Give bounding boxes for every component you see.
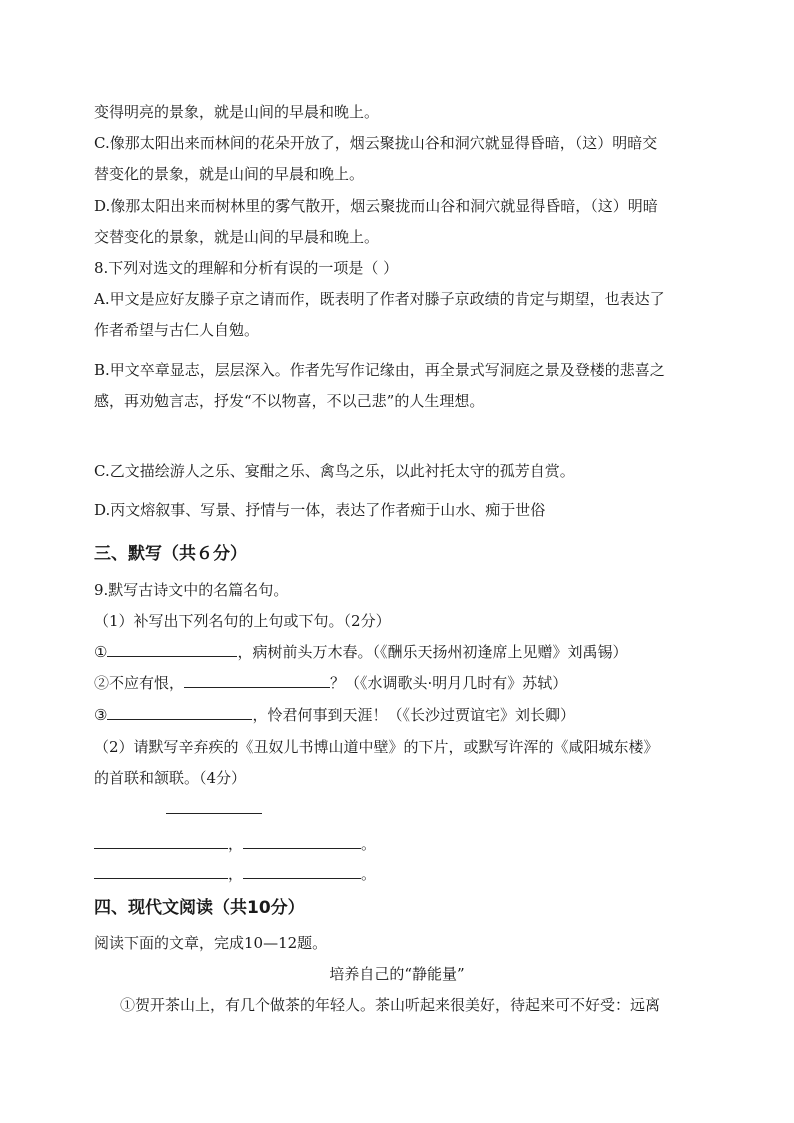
q9-item3 xyxy=(94,705,575,725)
answer-blank[interactable] xyxy=(94,834,228,849)
q9-item1 xyxy=(94,642,627,662)
item-text: ，病树前头万木春。（《酬乐天扬州初逢席上见赠》刘禹锡） xyxy=(237,643,628,661)
q8-option-a-line1: A.甲文是应好友滕子京之请而作，既表明了作者对滕子京政绩的肯定与期望，也表达了 xyxy=(94,290,665,308)
answer-blank[interactable] xyxy=(243,834,361,849)
q9-part1: （1）补写出下列名句的上句或下句。（2分） xyxy=(94,612,391,630)
poem-answer-line2 xyxy=(94,864,376,884)
q7-option-c-line2: 替变化的景象，就是山间的早晨和晚上。 xyxy=(94,165,365,183)
answer-blank[interactable] xyxy=(243,864,361,879)
q9-stem: 9.默写古诗文中的名篇名句。 xyxy=(94,581,289,599)
item-text-post: ？（《水调歌头·明月几时有》苏轼） xyxy=(330,674,568,692)
q8-option-b-line1: B.甲文卒章显志，层层深入。作者先写作记缘由，再全景式写洞庭之景及登楼的悲喜之 xyxy=(94,361,665,379)
q7-b-tail: 变得明亮的景象，就是山间的早晨和晚上。 xyxy=(94,103,380,121)
q9-part2-line1: （2）请默写辛弃疾的《丑奴儿书博山道中壁》的下片，或默写许浑的《咸阳城东楼》 xyxy=(94,738,659,756)
q9-item2 xyxy=(94,673,567,693)
answer-blank[interactable] xyxy=(184,673,330,688)
q8-option-b-line2: 感，再劝勉言志，抒发“不以物喜，不以己悲”的人生理想。 xyxy=(94,392,485,410)
item-number: ① xyxy=(94,643,108,661)
q8-option-c: C.乙文描绘游人之乐、宴酣之乐、禽鸟之乐，以此衬托太守的孤芳自赏。 xyxy=(94,462,575,480)
q8-option-a-line2: 作者希望与古仁人自勉。 xyxy=(94,321,260,339)
answer-blank[interactable] xyxy=(107,705,252,720)
answer-blank[interactable] xyxy=(107,642,237,657)
item-text-pre: ②不应有恨， xyxy=(94,674,185,692)
comma: ， xyxy=(228,865,244,883)
article-paragraph-1: ①贺开茶山上，有几个做茶的年轻人。茶山听起来很美好，待起来可不好受：远离 xyxy=(120,996,661,1014)
article-title: 培养自己的“静能量” xyxy=(329,965,465,983)
period: 。 xyxy=(361,865,377,883)
q7-option-d-line1: D.像那太阳出来而树林里的雾气散开，烟云聚拢而山谷和洞穴就显得昏暗，（这）明暗 xyxy=(94,197,658,215)
section3-heading: 三、默写（共６分） xyxy=(94,544,247,564)
q7-option-c-line1: C.像那太阳出来而林间的花朵开放了，烟云聚拢山谷和洞穴就显得昏暗，（这）明暗交 xyxy=(94,134,658,152)
poem-title-blank[interactable] xyxy=(166,813,262,814)
q7-option-d-line2: 交替变化的景象，就是山间的早晨和晚上。 xyxy=(94,228,380,246)
poem-answer-line1 xyxy=(94,834,376,854)
q9-part2-line2: 的首联和颔联。（4分） xyxy=(94,769,247,787)
item-text: ，怜君何事到天涯！（《长沙过贾谊宅》刘长卿） xyxy=(252,706,575,724)
section4-heading: 四、现代文阅读（共10分） xyxy=(94,898,305,918)
answer-blank[interactable] xyxy=(94,864,228,879)
item-number: ③ xyxy=(94,706,108,724)
reading-intro: 阅读下面的文章，完成10—12题。 xyxy=(94,934,328,952)
q8-stem: 8.下列对选文的理解和分析有误的一项是（ ） xyxy=(94,259,399,277)
q8-option-d: D.丙文熔叙事、写景、抒情与一体，表达了作者痴于山水、痴于世俗 xyxy=(94,501,546,519)
comma: ， xyxy=(228,835,244,853)
period: 。 xyxy=(361,835,377,853)
